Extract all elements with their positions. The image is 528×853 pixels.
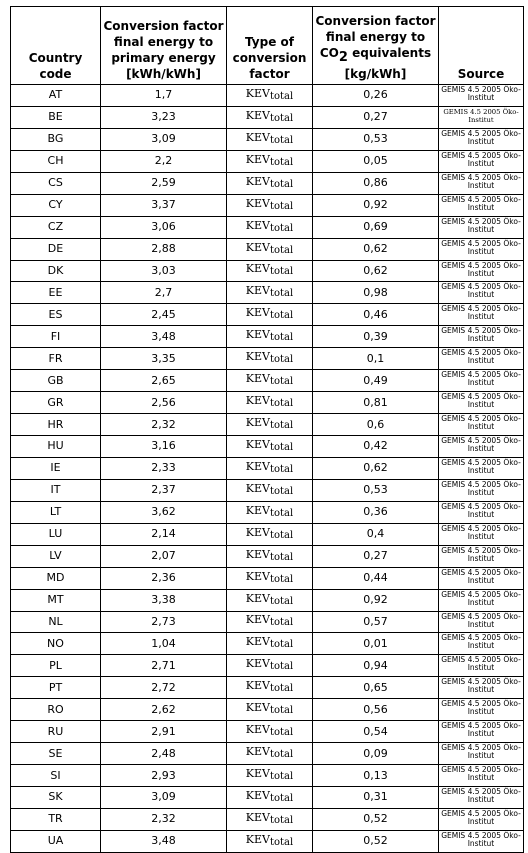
cell-source: GEMIS 4.5 2005 Öko-Institut [439, 194, 524, 216]
cell-source: GEMIS 4.5 2005 Öko-Institut [439, 304, 524, 326]
table-row [11, 743, 524, 765]
table-row [11, 633, 524, 655]
cell-primary-factor: 2,73 [101, 611, 227, 633]
cell-co2-factor: 0,62 [313, 457, 439, 479]
cell-source: GEMIS 4.5 2005 Öko-Institut [439, 765, 524, 787]
cell-co2-factor: 0,52 [313, 808, 439, 830]
table-row [11, 567, 524, 589]
kev-label: KEV [245, 174, 270, 188]
cell-factor-type [227, 699, 313, 721]
kev-subscript: total [269, 705, 294, 717]
table-row [11, 677, 524, 699]
kev-label: KEV [245, 130, 270, 144]
kev-label: KEV [245, 613, 270, 627]
cell-source: GEMIS 4.5 2005 Öko-Institut [439, 611, 524, 633]
cell-factor-type [227, 765, 313, 787]
cell-country-code: MD [11, 567, 101, 589]
kev-subscript: total [269, 441, 294, 453]
kev-label: KEV [245, 328, 270, 342]
cell-country-code: PT [11, 677, 101, 699]
cell-co2-factor: 0,01 [313, 633, 439, 655]
table-row [11, 282, 524, 304]
cell-country-code: BG [11, 128, 101, 150]
kev-label: KEV [245, 372, 270, 386]
kev-label: KEV [245, 547, 270, 561]
cell-factor-type [227, 743, 313, 765]
kev-label: KEV [245, 832, 270, 846]
cell-co2-factor: 0,39 [313, 326, 439, 348]
kev-label: KEV [245, 394, 270, 408]
kev-label: KEV [245, 767, 270, 781]
cell-primary-factor: 2,88 [101, 238, 227, 260]
table-row [11, 106, 524, 128]
kev-subscript: total [269, 376, 294, 388]
cell-country-code: CH [11, 150, 101, 172]
cell-factor-type [227, 479, 313, 501]
cell-factor-type [227, 787, 313, 809]
cell-co2-factor: 0,65 [313, 677, 439, 699]
cell-source: GEMIS 4.5 2005 Öko-Institut [439, 589, 524, 611]
cell-primary-factor: 3,06 [101, 216, 227, 238]
conversion-factor-table [10, 6, 524, 853]
cell-co2-factor: 0,09 [313, 743, 439, 765]
table-row [11, 392, 524, 414]
cell-factor-type [227, 523, 313, 545]
cell-country-code: CS [11, 172, 101, 194]
cell-country-code: GR [11, 392, 101, 414]
kev-subscript: total [269, 90, 294, 102]
cell-source: GEMIS 4.5 2005 Öko-Institut [439, 326, 524, 348]
cell-country-code: LU [11, 523, 101, 545]
kev-subscript: total [269, 112, 294, 124]
kev-label: KEV [245, 306, 270, 320]
cell-source: GEMIS 4.5 2005 Öko-Institut [439, 106, 524, 128]
cell-factor-type [227, 633, 313, 655]
cell-primary-factor: 2,71 [101, 655, 227, 677]
cell-source: GEMIS 4.5 2005 Öko-Institut [439, 457, 524, 479]
cell-co2-factor: 0,69 [313, 216, 439, 238]
cell-co2-factor: 0,05 [313, 150, 439, 172]
cell-co2-factor: 0,53 [313, 128, 439, 150]
table-row [11, 216, 524, 238]
cell-primary-factor: 3,09 [101, 128, 227, 150]
cell-source: GEMIS 4.5 2005 Öko-Institut [439, 787, 524, 809]
cell-source: GEMIS 4.5 2005 Öko-Institut [439, 150, 524, 172]
cell-primary-factor: 2,32 [101, 414, 227, 436]
cell-source: GEMIS 4.5 2005 Öko-Institut [439, 260, 524, 282]
cell-factor-type [227, 216, 313, 238]
cell-source: GEMIS 4.5 2005 Öko-Institut [439, 567, 524, 589]
table-row [11, 457, 524, 479]
cell-co2-factor: 0,62 [313, 260, 439, 282]
cell-source: GEMIS 4.5 2005 Öko-Institut [439, 216, 524, 238]
cell-country-code: SI [11, 765, 101, 787]
cell-country-code: UA [11, 830, 101, 852]
cell-factor-type [227, 150, 313, 172]
kev-subscript: total [269, 463, 294, 475]
kev-subscript: total [269, 156, 294, 168]
cell-primary-factor: 3,16 [101, 436, 227, 458]
cell-primary-factor: 2,45 [101, 304, 227, 326]
kev-label: KEV [245, 788, 270, 802]
table-row [11, 589, 524, 611]
cell-country-code: BE [11, 106, 101, 128]
cell-primary-factor: 3,62 [101, 501, 227, 523]
kev-subscript: total [269, 134, 294, 146]
kev-label: KEV [245, 437, 270, 451]
kev-label: KEV [245, 284, 270, 298]
table-row [11, 545, 524, 567]
cell-factor-type [227, 370, 313, 392]
table-row [11, 238, 524, 260]
kev-label: KEV [245, 525, 270, 539]
kev-subscript: total [269, 529, 294, 541]
cell-factor-type [227, 830, 313, 852]
kev-subscript: total [269, 244, 294, 256]
cell-factor-type [227, 501, 313, 523]
cell-source: GEMIS 4.5 2005 Öko-Institut [439, 436, 524, 458]
cell-source: GEMIS 4.5 2005 Öko-Institut [439, 699, 524, 721]
kev-label: KEV [245, 503, 270, 517]
cell-country-code: GB [11, 370, 101, 392]
cell-country-code: RU [11, 721, 101, 743]
cell-country-code: NL [11, 611, 101, 633]
kev-label: KEV [245, 745, 270, 759]
kev-subscript: total [269, 332, 294, 344]
header-row [11, 7, 524, 85]
cell-factor-type [227, 567, 313, 589]
table-row [11, 765, 524, 787]
table-row [11, 501, 524, 523]
cell-factor-type [227, 611, 313, 633]
cell-source: GEMIS 4.5 2005 Öko-Institut [439, 830, 524, 852]
cell-factor-type [227, 808, 313, 830]
cell-primary-factor: 2,91 [101, 721, 227, 743]
header-co2-subscript: 2 [338, 50, 348, 65]
cell-country-code: IE [11, 457, 101, 479]
cell-co2-factor: 0,52 [313, 830, 439, 852]
cell-co2-factor: 0,57 [313, 611, 439, 633]
cell-source: GEMIS 4.5 2005 Öko-Institut [439, 655, 524, 677]
cell-primary-factor: 2,62 [101, 699, 227, 721]
cell-source: GEMIS 4.5 2005 Öko-Institut [439, 128, 524, 150]
cell-co2-factor: 0,94 [313, 655, 439, 677]
cell-factor-type [227, 589, 313, 611]
table-row [11, 787, 524, 809]
kev-label: KEV [245, 723, 270, 737]
cell-factor-type [227, 106, 313, 128]
cell-factor-type [227, 304, 313, 326]
cell-factor-type [227, 326, 313, 348]
header-source: Source [439, 7, 524, 85]
table-row [11, 655, 524, 677]
cell-source: GEMIS 4.5 2005 Öko-Institut [439, 677, 524, 699]
kev-subscript: total [269, 222, 294, 234]
cell-factor-type [227, 457, 313, 479]
cell-factor-type [227, 85, 313, 107]
kev-label: KEV [245, 679, 270, 693]
table-row [11, 436, 524, 458]
kev-label: KEV [245, 481, 270, 495]
table-row [11, 194, 524, 216]
kev-subscript: total [269, 814, 294, 826]
cell-primary-factor: 2,7 [101, 282, 227, 304]
cell-primary-factor: 1,04 [101, 633, 227, 655]
cell-co2-factor: 0,53 [313, 479, 439, 501]
cell-primary-factor: 2,14 [101, 523, 227, 545]
cell-primary-factor: 3,37 [101, 194, 227, 216]
kev-label: KEV [245, 591, 270, 605]
cell-factor-type [227, 172, 313, 194]
cell-primary-factor: 3,23 [101, 106, 227, 128]
cell-primary-factor: 3,09 [101, 787, 227, 809]
cell-source: GEMIS 4.5 2005 Öko-Institut [439, 479, 524, 501]
kev-label: KEV [245, 459, 270, 473]
table-row [11, 260, 524, 282]
kev-subscript: total [269, 420, 294, 432]
kev-subscript: total [269, 288, 294, 300]
cell-co2-factor: 0,13 [313, 765, 439, 787]
kev-subscript: total [269, 683, 294, 695]
table-row [11, 414, 524, 436]
cell-primary-factor: 3,48 [101, 326, 227, 348]
cell-country-code: DE [11, 238, 101, 260]
cell-source: GEMIS 4.5 2005 Öko-Institut [439, 523, 524, 545]
cell-co2-factor: 0,36 [313, 501, 439, 523]
kev-subscript: total [269, 573, 294, 585]
table-row [11, 611, 524, 633]
cell-co2-factor: 0,54 [313, 721, 439, 743]
cell-factor-type [227, 128, 313, 150]
kev-subscript: total [269, 792, 294, 804]
cell-source: GEMIS 4.5 2005 Öko-Institut [439, 348, 524, 370]
cell-factor-type [227, 260, 313, 282]
kev-subscript: total [269, 507, 294, 519]
cell-primary-factor: 2,59 [101, 172, 227, 194]
cell-co2-factor: 0,92 [313, 194, 439, 216]
kev-subscript: total [269, 749, 294, 761]
cell-country-code: LT [11, 501, 101, 523]
table-row [11, 699, 524, 721]
header-co2-suffix: equivalents [kg/kWh] [344, 46, 432, 81]
cell-source: GEMIS 4.5 2005 Öko-Institut [439, 392, 524, 414]
cell-factor-type [227, 194, 313, 216]
cell-factor-type [227, 545, 313, 567]
table-row [11, 128, 524, 150]
kev-subscript: total [269, 617, 294, 629]
cell-co2-factor: 0,86 [313, 172, 439, 194]
kev-subscript: total [269, 485, 294, 497]
header-co2-prefix: Conversion factor final energy to CO [315, 14, 436, 60]
kev-subscript: total [269, 771, 294, 783]
cell-primary-factor: 2,32 [101, 808, 227, 830]
cell-primary-factor: 2,36 [101, 567, 227, 589]
kev-subscript: total [269, 661, 294, 673]
cell-country-code: AT [11, 85, 101, 107]
kev-subscript: total [269, 639, 294, 651]
cell-source: GEMIS 4.5 2005 Öko-Institut [439, 721, 524, 743]
cell-country-code: HR [11, 414, 101, 436]
cell-primary-factor: 2,65 [101, 370, 227, 392]
cell-source: GEMIS 4.5 2005 Öko-Institut [439, 545, 524, 567]
cell-country-code: ES [11, 304, 101, 326]
cell-primary-factor: 2,48 [101, 743, 227, 765]
kev-subscript: total [269, 178, 294, 190]
cell-primary-factor: 1,7 [101, 85, 227, 107]
cell-co2-factor: 0,27 [313, 545, 439, 567]
kev-label: KEV [245, 810, 270, 824]
kev-subscript: total [269, 551, 294, 563]
cell-country-code: LV [11, 545, 101, 567]
table-row [11, 85, 524, 107]
kev-label: KEV [245, 218, 270, 232]
cell-primary-factor: 2,37 [101, 479, 227, 501]
cell-country-code: TR [11, 808, 101, 830]
cell-primary-factor: 3,03 [101, 260, 227, 282]
cell-co2-factor: 0,62 [313, 238, 439, 260]
cell-co2-factor: 0,98 [313, 282, 439, 304]
table-row [11, 348, 524, 370]
cell-country-code: SE [11, 743, 101, 765]
cell-country-code: SK [11, 787, 101, 809]
kev-label: KEV [245, 635, 270, 649]
cell-country-code: NO [11, 633, 101, 655]
header-country-code: Country code [11, 7, 101, 85]
cell-source: GEMIS 4.5 2005 Öko-Institut [439, 414, 524, 436]
cell-factor-type [227, 392, 313, 414]
table-row [11, 479, 524, 501]
cell-factor-type [227, 348, 313, 370]
cell-country-code: FR [11, 348, 101, 370]
kev-label: KEV [245, 196, 270, 210]
cell-primary-factor: 2,2 [101, 150, 227, 172]
cell-country-code: IT [11, 479, 101, 501]
cell-co2-factor: 0,46 [313, 304, 439, 326]
cell-factor-type [227, 436, 313, 458]
cell-source: GEMIS 4.5 2005 Öko-Institut [439, 282, 524, 304]
cell-source: GEMIS 4.5 2005 Öko-Institut [439, 633, 524, 655]
table-row [11, 721, 524, 743]
cell-source: GEMIS 4.5 2005 Öko-Institut [439, 808, 524, 830]
kev-subscript: total [269, 398, 294, 410]
header-co2-factor [313, 7, 439, 85]
cell-co2-factor: 0,26 [313, 85, 439, 107]
header-primary-energy-factor: Conversion factor final energy to primary energy [kWh/kWh] [101, 7, 227, 85]
cell-country-code: FI [11, 326, 101, 348]
kev-subscript: total [269, 595, 294, 607]
cell-primary-factor: 2,72 [101, 677, 227, 699]
cell-co2-factor: 0,44 [313, 567, 439, 589]
cell-country-code: CY [11, 194, 101, 216]
cell-country-code: CZ [11, 216, 101, 238]
cell-co2-factor: 0,31 [313, 787, 439, 809]
kev-label: KEV [245, 416, 270, 430]
kev-subscript: total [269, 200, 294, 212]
cell-primary-factor: 3,48 [101, 830, 227, 852]
kev-label: KEV [245, 569, 270, 583]
cell-primary-factor: 2,33 [101, 457, 227, 479]
cell-co2-factor: 0,49 [313, 370, 439, 392]
cell-source: GEMIS 4.5 2005 Öko-Institut [439, 238, 524, 260]
cell-country-code: MT [11, 589, 101, 611]
cell-source: GEMIS 4.5 2005 Öko-Institut [439, 172, 524, 194]
cell-country-code: RO [11, 699, 101, 721]
table-row [11, 326, 524, 348]
cell-source: GEMIS 4.5 2005 Öko-Institut [439, 85, 524, 107]
table-row [11, 523, 524, 545]
cell-country-code: PL [11, 655, 101, 677]
cell-factor-type [227, 414, 313, 436]
cell-source: GEMIS 4.5 2005 Öko-Institut [439, 501, 524, 523]
cell-factor-type [227, 721, 313, 743]
kev-label: KEV [245, 108, 270, 122]
cell-co2-factor: 0,56 [313, 699, 439, 721]
cell-factor-type [227, 677, 313, 699]
header-factor-type: Type of conversion factor [227, 7, 313, 85]
kev-label: KEV [245, 657, 270, 671]
kev-subscript: total [269, 836, 294, 848]
kev-label: KEV [245, 240, 270, 254]
kev-label: KEV [245, 701, 270, 715]
table-row [11, 808, 524, 830]
cell-primary-factor: 3,38 [101, 589, 227, 611]
kev-subscript: total [269, 266, 294, 278]
kev-label: KEV [245, 86, 270, 100]
kev-subscript: total [269, 310, 294, 322]
cell-source: GEMIS 4.5 2005 Öko-Institut [439, 743, 524, 765]
cell-co2-factor: 0,92 [313, 589, 439, 611]
table-row [11, 370, 524, 392]
cell-country-code: DK [11, 260, 101, 282]
table-body [11, 85, 524, 853]
cell-primary-factor: 2,07 [101, 545, 227, 567]
cell-co2-factor: 0,4 [313, 523, 439, 545]
table-row [11, 150, 524, 172]
kev-subscript: total [269, 727, 294, 739]
cell-factor-type [227, 238, 313, 260]
cell-co2-factor: 0,6 [313, 414, 439, 436]
cell-primary-factor: 2,93 [101, 765, 227, 787]
cell-co2-factor: 0,81 [313, 392, 439, 414]
kev-label: KEV [245, 350, 270, 364]
cell-co2-factor: 0,1 [313, 348, 439, 370]
cell-primary-factor: 2,56 [101, 392, 227, 414]
table-row [11, 304, 524, 326]
kev-label: KEV [245, 152, 270, 166]
table-row [11, 172, 524, 194]
table-row [11, 830, 524, 852]
cell-factor-type [227, 655, 313, 677]
cell-country-code: HU [11, 436, 101, 458]
cell-co2-factor: 0,27 [313, 106, 439, 128]
cell-primary-factor: 3,35 [101, 348, 227, 370]
cell-co2-factor: 0,42 [313, 436, 439, 458]
kev-label: KEV [245, 262, 270, 276]
cell-source: GEMIS 4.5 2005 Öko-Institut [439, 370, 524, 392]
cell-country-code: EE [11, 282, 101, 304]
kev-subscript: total [269, 354, 294, 366]
cell-factor-type [227, 282, 313, 304]
